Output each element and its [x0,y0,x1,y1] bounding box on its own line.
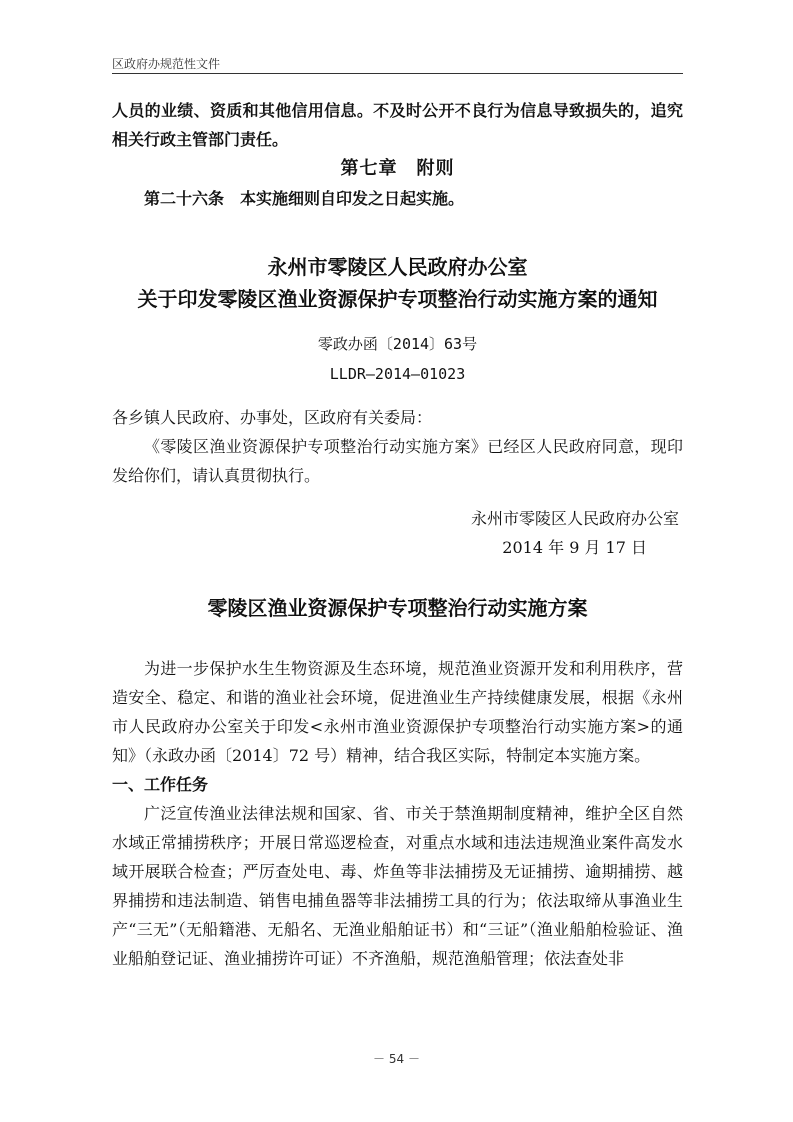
plan-intro: 为进一步保护水生生物资源及生态环境，规范渔业资源开发和利用秩序，营造安全、稳定、和谐的渔业社会环境，促进渔业生产持续健康发展，根据《永州市人民政府办公室关于印发<永州市渔业资源保护专项整治行动实施方案>的通知》（永政办函〔2014〕72 号）精神，结合我区实际，特制定本实施方案。 [112,659,683,765]
page-content [112,96,683,973]
plan-title: 零陵区渔业资源保护专项整治行动实施方案 [207,596,588,620]
notice-issuer: 永州市零陵区人民政府办公室 [267,255,528,279]
issue-date: 2014 年 9 月 17 日 [502,538,647,557]
document-number: 零政办函〔2014〕63号 [317,335,478,353]
chapter-heading: 第七章 附则 [340,158,455,179]
section-body: 广泛宣传渔业法律法规和国家、省、市关于禁渔期制度精神，维护全区自然水域正常捕捞秩序；开展日常巡逻检查，对重点水域和违法违规渔业案件高发水域开展联合检查；严厉查处电、毒、炸鱼等非法捕捞及无证捕捞、逾期捕捞、越界捕捞和违法制造、销售电捕鱼器等非法捕捞工具的行为；依法取缔从事渔业生产“三无”（无船籍港、无船名、无渔业船舶证书）和“三证”（渔业船舶检验证、渔业船舶登记证、渔业捕捞许可证）不齐渔船，规范渔船管理；依法查处非 [112,804,683,968]
article-26: 第二十六条 本实施细则自印发之日起实施。 [144,189,465,208]
signature: 永州市零陵区人民政府办公室 [470,509,679,528]
addressee: 各乡镇人民政府、办事处，区政府有关委局： [112,408,433,427]
registration-number: LLDR—2014—01023 [329,365,466,383]
running-header: 区政府办规范性文件 [112,57,221,71]
header-divider [112,73,683,74]
notice-title: 关于印发零陵区渔业资源保护专项整治行动实施方案的通知 [137,287,658,311]
page-number: － 54 － [373,1052,420,1066]
continuation-paragraph: 人员的业绩、资质和其他信用信息。不及时公开不良行为信息导致损失的，追究相关行政主管部门责任。 [112,101,683,149]
notice-body: 《零陵区渔业资源保护专项整治行动实施方案》已经区人民政府同意，现印发给你们，请认真贯彻执行。 [112,437,683,485]
section-heading: 一、工作任务 [112,775,209,794]
